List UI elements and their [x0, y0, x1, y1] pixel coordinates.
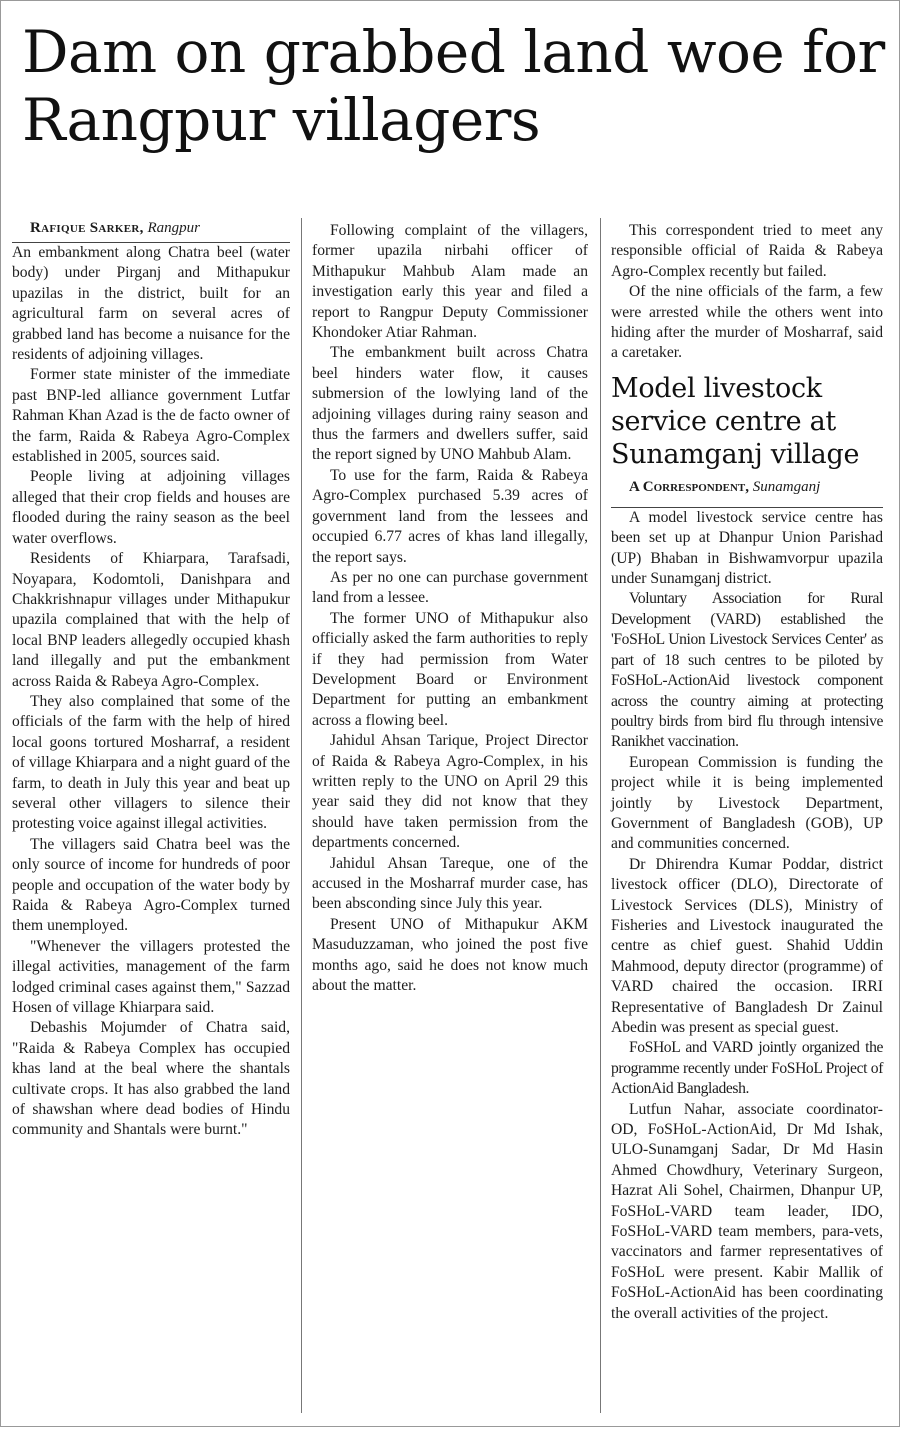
column-1	[12, 218, 290, 1141]
paragraph: They also complained that some of the officials of the farm with the help of hired local goons tortured Mosharraf, a resident of village Khiarpara and a night guard of the farm, to death in July this year and beat up several other villagers to silence their protesting voice against illegal activities.	[12, 692, 290, 833]
paragraph: The villagers said Chatra beel was the only source of income for hundreds of poor people and occupation of the water body by Raida & Rabeya Agro-Complex turned them unemployed.	[12, 835, 290, 935]
byline-name: Rafique Sarker,	[30, 220, 144, 236]
paragraph: Residents of Khiarpara, Tarafsadi, Noyapara, Kodomtoli, Danishpara and Chakkrishnapur villages under Mithapukur upazila complained that with the help of local BNP leaders allegedly occupied khash land illegally and put the embankment across Raida & Rabeya Agro-Complex.	[12, 550, 290, 690]
column-2	[312, 221, 588, 996]
paragraph: This correspondent tried to meet any responsible official of Raida & Rabeya Agro-Complex recently but failed.	[611, 222, 883, 280]
paragraph: Lutfun Nahar, associate coordinator-OD, FoSHoL-ActionAid, Dr Md Ishak, ULO-Sunamganj Sadar, Dr Md Hasin Ahmed Chowdhury, Veterinary Surgeon, Hazrat Ali Sohel, Chairmen, Dhanpur UP, FoSHoL-VARD team leader, IDO, FoSHoL-VARD team members, para-vets, vaccinators and farmer representatives of FoSHoL were present. Kabir Mallik of FoSHoL-ActionAid has been coordinating the overall activities of the project.	[611, 1100, 883, 1322]
headline: Dam on grabbed land woe for Rangpur villagers	[22, 18, 885, 154]
paragraph: The former UNO of Mithapukur also officially asked the farm authorities to reply if they had permission from Water Development Board or Environment Department for putting an embankment across a flowing beel.	[312, 609, 588, 729]
byline-place: Rangpur	[147, 220, 200, 236]
column-divider	[301, 218, 302, 1413]
paragraph: Debashis Mojumder of Chatra said, "Raida & Rabeya Complex has occupied khas land at the beal where the shantals cultivate crops. It has also grabbed the land of shawshan where dead bodies of Hindu community and Shantals were burnt."	[12, 1019, 290, 1139]
paragraph: FoSHoL and VARD jointly organized the programme recently under FoSHoL Project of ActionAid Bangladesh.	[611, 1039, 883, 1098]
paragraph: Voluntary Association for Rural Development (VARD) established the 'FoSHoL Union Livestock Services Center' as part of 18 such centres to be piloted by FoSHoL-ActionAid livestock component across the country aiming at protecting poultry birds from bird flu through intensive Ranikhet vaccination.	[611, 590, 883, 751]
paragraph: Present UNO of Mithapukur AKM Masuduzzaman, who joined the post five months ago, said he does not know much about the matter.	[312, 915, 588, 995]
column-divider	[600, 218, 601, 1413]
paragraph: Of the nine officials of the farm, a few were arrested while the others went into hiding after the murder of Mosharraf, said a caretaker.	[611, 283, 883, 362]
paragraph: An embankment along Chatra beel (water body) under Pirganj and Mithapukur upazilas in the district, built for an agricultural farm on several acres of grabbed land has become a nuisance for the residents of adjoining villages.	[12, 244, 290, 364]
paragraph: European Commission is funding the project while it is being implemented jointly by Livestock Department, Government of Bangladesh (GOB), UP and communities concerned.	[611, 753, 883, 853]
paragraph: Dr Dhirendra Kumar Poddar, district livestock officer (DLO), Directorate of Livestock Services (DLS), Ministry of Fisheries and Livestock inaugurated the centre as chief guest. Shahid Uddin Mahmood, deputy director (programme) of VARD chaired the occasion. IRRI Representative of Bangladesh Dr Zainul Abedin was present as special guest.	[611, 855, 883, 1036]
paragraph: A model livestock service centre has been set up at Dhanpur Union Parishad (UP) Bhaban in Bishwamvorpur upazila under Sunamganj district.	[611, 508, 883, 588]
paragraph: Jahidul Ahsan Tarique, Project Director of Raida & Rabeya Agro-Complex, in his written reply to the UNO on April 29 this year said they did not know that they should have taken permission from the departments concerned.	[312, 732, 588, 852]
sub-byline	[611, 477, 883, 508]
paragraph: The embankment built across Chatra beel hinders water flow, it causes submersion of the lowlying land of the adjoining villages during rainy season and thus the farmers and dwellers suffer, said the report signed by UNO Mahbub Alam.	[312, 344, 588, 464]
sub-headline: Model livestock service centre at Sunamganj village	[611, 372, 860, 470]
sub-byline-place: Sunamganj	[752, 478, 821, 495]
paragraph: "Whenever the villagers protested the illegal activities, management of the farm lodged criminal cases against them," Sazzad Hosen of village Khiarpara said.	[12, 937, 290, 1017]
byline	[12, 218, 290, 243]
paragraph: People living at adjoining villages alleged that their crop fields and houses are flooded during the rainy season as the beel water overflows.	[12, 468, 290, 547]
paragraph: Jahidul Ahsan Tareque, one of the accused in the Mosharraf murder case, has been absconding since July this year.	[312, 854, 588, 913]
paragraph: To use for the farm, Raida & Rabeya Agro-Complex purchased 5.39 acres of government land from the lessees and occupied 6.77 acres of khas land illegally, the report says.	[312, 466, 588, 566]
column-3	[611, 221, 883, 1324]
paragraph: Following complaint of the villagers, former upazila nirbahi officer of Mithapukur Mahbub Alam made an investigation early this year and filed a report to Rangpur Deputy Commissioner Khondoker Atiar Rahman.	[312, 222, 588, 342]
sub-byline-name: A Correspondent,	[629, 478, 750, 495]
paragraph: Former state minister of the immediate past BNP-led alliance government Lutfar Rahman Khan Azad is the de facto owner of the farm, Raida & Rabeya Agro-Complex established in 2005, sources said.	[12, 366, 290, 466]
paragraph: As per no one can purchase government land from a lessee.	[312, 568, 588, 607]
